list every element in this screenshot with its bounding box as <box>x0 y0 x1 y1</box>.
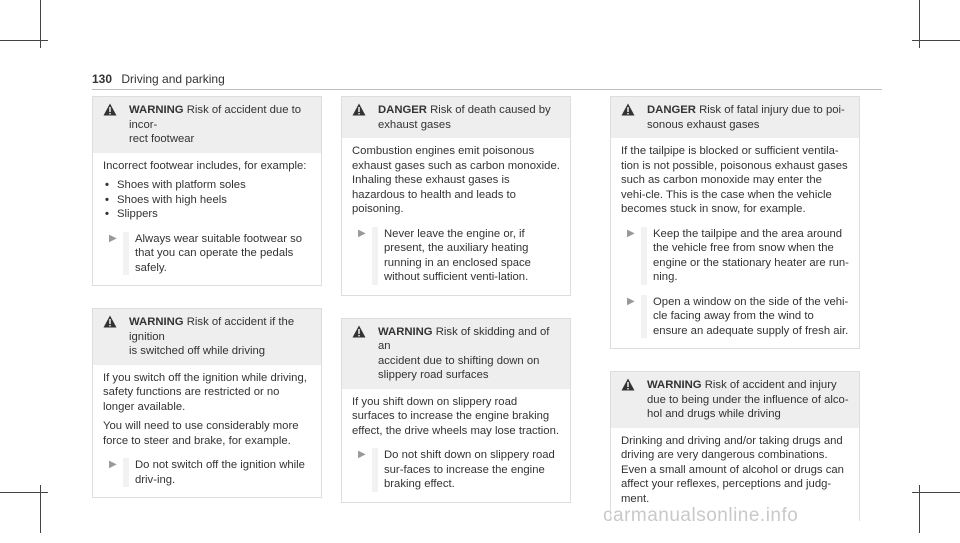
notice-keyword: WARNING <box>129 104 184 116</box>
notice-title-line2: is switched off while driving <box>129 345 266 357</box>
notice-keyword: WARNING <box>129 316 184 328</box>
notice-title-line2: accident due to shifting down on slippery road surfaces <box>378 354 540 381</box>
notice-title-line1: Risk of fatal injury due to poi- <box>699 104 845 116</box>
notice-title-line1: Risk of accident due to incor- <box>129 104 302 131</box>
action-step <box>352 227 560 285</box>
bullet-list <box>103 178 311 222</box>
notice-body <box>611 138 859 348</box>
list-item: • Shoes with high heels <box>103 193 311 208</box>
body-paragraph: Drinking and driving and/or taking drugs and driving are very dangerous combinations. Even a small amount of alcohol or drugs can affect your reflexes, perceptions and judg-ment. <box>621 434 844 505</box>
notice-header <box>342 97 570 138</box>
notice-title-line2: due to being under the influence of alco-hol and drugs while driving <box>647 393 849 420</box>
action-step <box>352 448 560 492</box>
action-text: Do not switch off the ignition while driv-ing. <box>123 458 311 487</box>
notice-body <box>93 365 321 498</box>
safety-notice <box>610 96 860 349</box>
action-step <box>103 458 311 487</box>
crop-mark <box>912 492 960 493</box>
notice-body <box>93 153 321 286</box>
action-text: Never leave the engine or, if present, the auxiliary heating running in an enclosed space without sufficient venti-lation. <box>372 227 560 285</box>
notice-header <box>93 309 321 365</box>
list-item: • Shoes with platform soles <box>103 178 311 193</box>
warning-triangle-icon <box>621 103 637 121</box>
notice-header <box>342 319 570 389</box>
action-step <box>103 232 311 276</box>
warning-triangle-icon <box>103 315 119 333</box>
notice-keyword: DANGER <box>378 104 427 116</box>
safety-notice <box>610 371 860 521</box>
warning-triangle-icon <box>621 378 637 396</box>
body-paragraph: Combustion engines emit poisonous exhaust gases such as carbon monoxide. Inhaling these exhaust gases is hazardous to health and leads to poisoning. <box>352 145 560 215</box>
notice-title-line2: exhaust gases <box>378 118 451 131</box>
notice-title <box>129 315 313 359</box>
watermark: carmanualsonline.info <box>603 505 799 526</box>
action-arrow-icon: ▶ <box>109 459 117 470</box>
action-text: Keep the tailpipe and the area around the vehicle free from snow when the engine or the stationary heater are run-ning. <box>641 227 849 285</box>
notice-keyword: WARNING <box>378 325 433 338</box>
column-3 <box>610 96 860 543</box>
notice-title-line1: Risk of skidding and of an <box>378 325 550 352</box>
page-header <box>92 72 225 86</box>
safety-notice <box>341 318 571 503</box>
action-text: Open a window on the side of the vehi-cle facing away from the wind to ensure an adequate supply of fresh air. <box>641 295 849 339</box>
notice-title <box>647 378 851 422</box>
notice-title <box>378 325 562 383</box>
column-2 <box>341 96 571 525</box>
notice-title <box>647 103 845 132</box>
notice-header <box>611 97 859 138</box>
action-step <box>621 295 849 339</box>
notice-title-line1: Risk of death caused by <box>430 104 551 116</box>
action-step <box>621 227 849 285</box>
notice-title-line1: Risk of accident if the ignition <box>129 316 295 343</box>
action-text: Do not shift down on slippery road sur-faces to increase the engine braking effect. <box>372 448 560 492</box>
crop-mark <box>0 492 48 493</box>
safety-notice <box>341 96 571 296</box>
action-arrow-icon: ▶ <box>627 295 635 307</box>
notice-keyword: WARNING <box>647 379 702 391</box>
body-paragraph: If you shift down on slippery road surfaces to increase the engine braking effect, the drive wheels may lose traction. <box>352 395 560 437</box>
notice-header <box>611 372 859 428</box>
body-paragraph: If you switch off the ignition while driving, safety functions are restricted or no longer available. <box>103 371 307 413</box>
warning-triangle-icon <box>352 325 368 343</box>
notice-keyword: DANGER <box>647 104 696 116</box>
safety-notice <box>92 96 322 286</box>
crop-mark <box>0 40 48 41</box>
notice-title <box>129 103 313 147</box>
warning-triangle-icon <box>103 103 119 121</box>
action-arrow-icon: ▶ <box>109 232 117 244</box>
action-arrow-icon: ▶ <box>358 449 366 460</box>
body-paragraph: Incorrect footwear includes, for example: <box>103 159 307 172</box>
notice-body <box>342 389 570 502</box>
notice-title <box>378 103 551 132</box>
safety-notice <box>92 308 322 498</box>
column-1 <box>92 96 322 520</box>
page-number: 130 <box>92 72 113 86</box>
notice-header <box>93 97 321 153</box>
notice-title-line1: Risk of accident and injury <box>704 379 837 391</box>
notice-title-line2: rect footwear <box>129 133 195 145</box>
action-arrow-icon: ▶ <box>627 227 635 239</box>
section-title: Driving and parking <box>121 72 225 86</box>
crop-mark <box>912 40 960 41</box>
action-text: Always wear suitable footwear so that you can operate the pedals safely. <box>123 232 311 276</box>
warning-triangle-icon <box>352 103 368 121</box>
notice-title-line2: sonous exhaust gases <box>647 118 760 131</box>
action-arrow-icon: ▶ <box>358 227 366 239</box>
list-item: • Slippers <box>103 207 311 222</box>
notice-body <box>342 138 570 295</box>
header-divider <box>92 89 882 90</box>
body-paragraph: If the tailpipe is blocked or sufficient ventila-tion is not possible, poisonous exhaust gases such as carbon monoxide may enter the vehi-cle. This is the case when the vehicle becomes stuck in snow, for example. <box>621 145 848 215</box>
body-paragraph: You will need to use considerably more force to steer and brake, for example. <box>103 420 299 447</box>
